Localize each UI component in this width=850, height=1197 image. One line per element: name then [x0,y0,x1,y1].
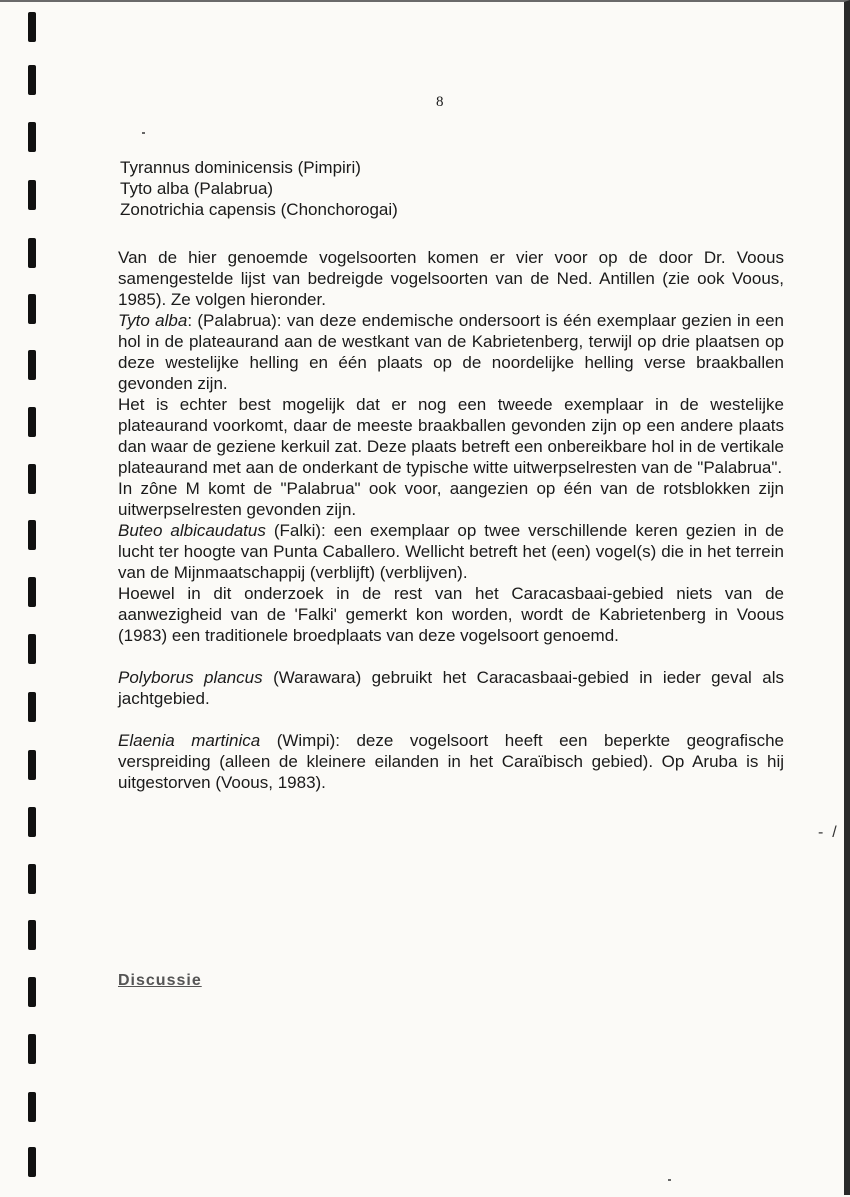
binding-hole [28,238,36,268]
scan-speck [142,132,145,134]
page-number: 8 [436,94,444,110]
paragraph-text: (Falki): een exemplaar op twee verschillende keren gezien in de lucht ter hoogte van Punta Caballero. Wellicht betreft het (een) vogel(s) die in het terrein van de Mijnmaatschappij (verblijft) (verblijven). [118,521,784,582]
binding-hole [28,577,36,607]
paragraph-text: (Wimpi): deze vogelsoort heeft een beperkte geografische verspreiding (alleen de kleinere eilanden in het Caraïbisch gebied). Op Aruba is hij uitgestorven (Voous, 1983). [118,731,784,792]
scan-speck [668,1179,671,1181]
binding-hole [28,920,36,950]
species-item: Zonotrichia capensis (Chonchorogai) [120,200,398,219]
paragraph-falki-breeding: Hoewel in dit onderzoek in de rest van het Caracasbaai-gebied niets van de aanwezigheid van de 'Falki' gemerkt kon worden, wordt de Kabrietenberg in Voous (1983) een traditionele broedplaats van deze vogelsoort genoemd. [118,584,784,645]
species-name: Tyto alba [118,311,188,330]
species-item: Tyto alba (Palabrua) [120,179,274,198]
paragraph-intro: Van de hier genoemde vogelsoorten komen er vier voor op de door Dr. Voous samengestelde lijst van bedreigde vogelsoorten van de Ned. Antillen (zie ook Voous, 1985). Ze volgen hieronder. [118,248,784,309]
margin-pen-mark: - / [818,824,837,841]
binding-hole [28,750,36,780]
species-item: Tyrannus dominicensis (Pimpiri) [120,158,361,177]
binding-hole [28,294,36,324]
paragraph-polyborus [118,667,784,709]
binding-hole [28,407,36,437]
binding-hole [28,864,36,894]
paragraph-buteo [118,520,784,583]
binding-hole [28,1147,36,1177]
binding-hole [28,977,36,1007]
binding-hole [28,122,36,152]
body-text [118,247,784,793]
paragraph-zone-m: In zône M komt de "Palabrua" ook voor, aangezien op één van de rotsblokken zijn uitwerpselresten gevonden zijn. [118,479,784,519]
binding-hole [28,634,36,664]
binding-hole [28,464,36,494]
species-name: Elaenia martinica [118,731,261,750]
binding-hole [28,692,36,722]
paragraph-second-specimen: Het is echter best mogelijk dat er nog een tweede exemplaar in de westelijke plateaurand voorkomt, daar de meeste braakballen gevonden zijn op een andere plaats dan waar de geziene kerkuil zat. Deze plaats betreft een onbereikbare hol in de vertikale plateaurand met aan de onderkant de typische witte uitwerpselresten van de "Palabrua". [118,395,784,477]
species-name: Buteo albicaudatus [118,521,266,540]
binding-hole [28,1092,36,1122]
binding-hole [28,65,36,95]
binding-hole [28,1034,36,1064]
binding-holes [28,2,42,1197]
paragraph-gap [118,646,784,667]
binding-hole [28,12,36,42]
binding-hole [28,520,36,550]
paragraph-text: (Warawara) gebruikt het Caracasbaai-gebied in ieder geval als jachtgebied. [118,668,784,708]
paragraph-elaenia [118,730,784,793]
paragraph-gap [118,709,784,730]
species-list [120,157,790,220]
section-heading: Discussie [118,972,202,989]
paragraph-text: : (Palabrua): van deze endemische ondersoort is één exemplaar gezien in een hol in de plateaurand aan de westkant van de Kabrietenberg, terwijl op drie plaatsen op deze westelijke helling en één plaats op de noordelijke helling verse braakballen gevonden zijn. [118,311,785,393]
paragraph-tyto-alba [118,310,784,394]
binding-hole [28,807,36,837]
binding-hole [28,180,36,210]
species-name: Polyborus plancus [118,668,263,687]
binding-hole [28,350,36,380]
